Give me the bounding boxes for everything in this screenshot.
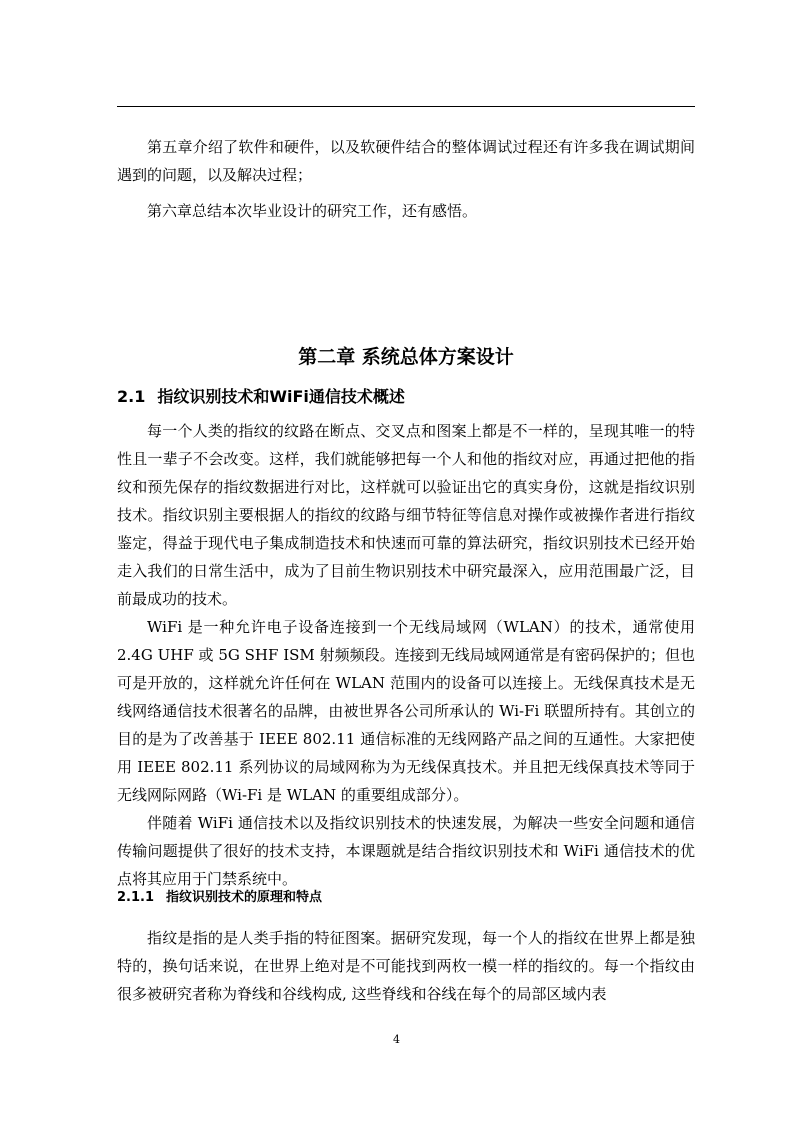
subsection-number: 2.1.1 bbox=[117, 890, 155, 905]
section-2-1-1-body bbox=[117, 924, 695, 1008]
section-2-1-body bbox=[117, 417, 695, 893]
intro-paragraph-2: 第六章总结本次毕业设计的研究工作，还有感悟。 bbox=[147, 202, 478, 220]
section-2-1-paragraph-1: 每一个人类的指纹的纹路在断点、交叉点和图案上都是不一样的，呈现其唯一的特性且一辈子不会改变。这样，我们就能够把每一个人和他的指纹对应，再通过把他的指纹和预先保存的指纹数据进行对比，这样就可以验证出它的真实身份，这就是指纹识别技术。指纹识别主要根据人的指纹的纹路与细节特征等信息对操作或被操作者进行指纹鉴定，得益于现代电子集成制造技术和快速而可靠的算法研究，指纹识别技术已经开始走入我们的日常生活中，成为了目前生物识别技术中研究最深入，应用范围最广泛，目前最成功的技术。 bbox=[117, 422, 695, 608]
subsection-title: 指纹识别技术的原理和特点 bbox=[166, 890, 323, 905]
intro-block bbox=[117, 133, 695, 225]
intro-paragraph-1: 第五章介绍了软件和硬件，以及软硬件结合的整体调试过程还有许多我在调试期间遇到的问题，以及解决过程； bbox=[117, 138, 695, 184]
section-2-1-1-paragraph-1: 指纹是指的是人类手指的特征图案。据研究发现，每一个人的指纹在世界上都是独特的，换句话来说，在世界上绝对是不可能找到两枚一模一样的指纹的。每一个指纹由很多被研究者称为脊线和谷线构成, 这些脊线和谷线在每个的局部区域内表 bbox=[117, 929, 695, 1003]
section-heading-2-1 bbox=[117, 383, 405, 411]
page-number: 4 bbox=[393, 1033, 400, 1046]
section-2-1-paragraph-2: WiFi 是一种允许电子设备连接到一个无线局域网（WLAN）的技术，通常使用2.4G UHF 或 5G SHF ISM 射频频段。连接到无线局域网通常是有密码保护的；但也可是开放的，这样就允许任何在 WLAN 范围内的设备可以连接上。无线保真技术是无线网络通信技术很著名的品牌，由被世界各公司所承认的 Wi-Fi 联盟所持有。其创立的目的是为了改善基于 IEEE 802.11 通信标准的无线网路产品之间的互通性。大家把使用 IEEE 802.11 系列协议的局域网称为为无线保真技术。并且把无线保真技术等同于无线网际网路（Wi-Fi 是 WLAN 的重要组成部分）。 bbox=[117, 618, 695, 804]
chapter-title: 第二章 系统总体方案设计 bbox=[298, 346, 514, 368]
section-number: 2.1 bbox=[117, 387, 146, 406]
subsection-heading-2-1-1 bbox=[117, 886, 322, 910]
section-2-1-paragraph-3: 伴随着 WiFi 通信技术以及指纹识别技术的快速发展，为解决一些安全问题和通信传输问题提供了很好的技术支持，本课题就是结合指纹识别技术和 WiFi 通信技术的优点将其应用于门禁系统中。 bbox=[117, 814, 695, 888]
header-rule bbox=[117, 106, 695, 107]
section-title: 指纹识别技术和WiFi通信技术概述 bbox=[157, 387, 405, 406]
